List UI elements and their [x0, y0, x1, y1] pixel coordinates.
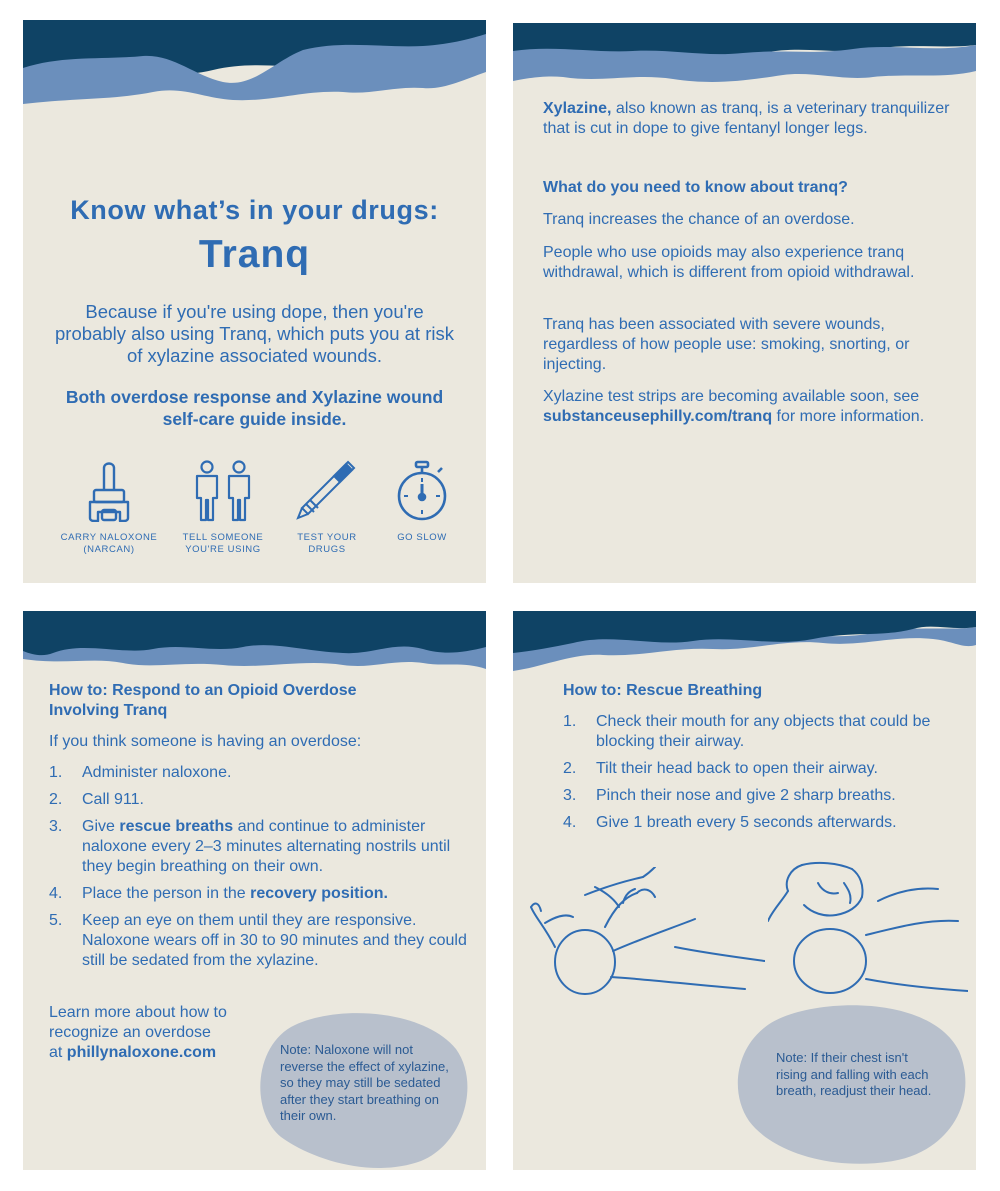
test-strip-icon [296, 460, 358, 522]
icon-label-test-drugs: TEST YOUR DRUGS [297, 532, 357, 555]
panel-overdose-response [23, 611, 486, 1170]
wave-header [23, 611, 486, 681]
list-item: 1. Administer naloxone. [49, 764, 232, 781]
tranq-question: What do you need to know about tranq? [543, 179, 848, 196]
rescue-breathing-note: Note: If their chest isn't rising and falling with each breath, readjust their head. [776, 1050, 932, 1098]
rescue-breathing-steps [563, 712, 963, 840]
panel-cover [23, 20, 486, 583]
list-item: 1. Check their mouth for any objects that could be blocking their airway. [563, 713, 931, 750]
icon-item-go-slow [362, 460, 482, 544]
list-item: 3. Pinch their nose and give 2 sharp breaths. [563, 787, 896, 804]
icon-label-naloxone: CARRY NALOXONE (NARCAN) [60, 532, 158, 555]
list-item: 5. Keep an eye on them until they are responsive. Naloxone wears off in 30 to 90 minutes and they could still be sedated from the xylazine. [49, 912, 467, 969]
two-people-icon [191, 460, 255, 522]
phillynaloxone-link[interactable]: phillynaloxone.com [66, 1044, 217, 1061]
wave-header [513, 23, 976, 93]
learn-more-text: Learn more about how to recognize an overdose at phillynaloxone.com [49, 1004, 227, 1061]
wave-header [23, 20, 486, 130]
naloxone-icon [84, 460, 134, 522]
tranq-fact-withdrawal: People who use opioids may also experience tranq withdrawal, which is different from opioid withdrawal. [543, 244, 915, 281]
tranq-fact-wounds: Tranq has been associated with severe wounds, regardless of how people use: smoking, snorting, or injecting. [543, 316, 910, 373]
tranq-fact-overdose: Tranq increases the chance of an overdose. [543, 211, 855, 228]
list-item: 2. Call 911. [49, 791, 144, 808]
cover-bold-line: Both overdose response and Xylazine wound self-care guide inside. [65, 387, 444, 429]
list-item: 4. Give 1 breath every 5 seconds afterwards. [563, 814, 897, 831]
list-item: 4. Place the person in the recovery position. [49, 885, 388, 902]
icon-item-naloxone [49, 460, 169, 556]
xylazine-intro: Xylazine, also known as tranq, is a veterinary tranquilizer that is cut in dope to give fentanyl longer legs. [543, 100, 950, 137]
wave-header [513, 611, 976, 681]
overdose-intro: If you think someone is having an overdose: [49, 733, 362, 750]
panel-about-xylazine [513, 23, 976, 583]
icon-label-tell-someone: TELL SOMEONE YOU'RE USING [182, 532, 264, 555]
stopwatch-icon [394, 460, 450, 522]
breath-giving-illustration [768, 861, 968, 996]
list-item: 3. Give rescue breaths and continue to administer naloxone every 2–3 minutes alternating nostrils until they begin breathing on their own. [49, 818, 451, 875]
panel-rescue-breathing [513, 611, 976, 1170]
rescue-breathing-title: How to: Rescue Breathing [563, 682, 763, 699]
cover-title: Know what’s in your drugs: [70, 195, 439, 225]
naloxone-note: Note: Naloxone will not reverse the effect of xylazine, so they may still be sedated after they start breathing on their own. [280, 1042, 449, 1123]
test-strips-info: Xylazine test strips are becoming available soon, see substanceusephilly.com/tranq for more information. [543, 388, 925, 425]
icon-item-tell-someone [163, 460, 283, 556]
icon-label-go-slow: GO SLOW [397, 532, 447, 543]
overdose-response-title: How to: Respond to an Opioid Overdose Involving Tranq [49, 682, 357, 719]
head-tilt-illustration [525, 867, 765, 997]
overdose-steps [49, 763, 469, 978]
list-item: 2. Tilt their head back to open their airway. [563, 760, 878, 777]
cover-main-title: Tranq [198, 233, 311, 276]
substanceusephilly-link[interactable]: substanceusephilly.com/tranq [543, 408, 773, 425]
cover-subtitle: Because if you're using dope, then you're probably also using Tranq, which puts you at risk of xylazine associated wounds. [55, 301, 454, 366]
